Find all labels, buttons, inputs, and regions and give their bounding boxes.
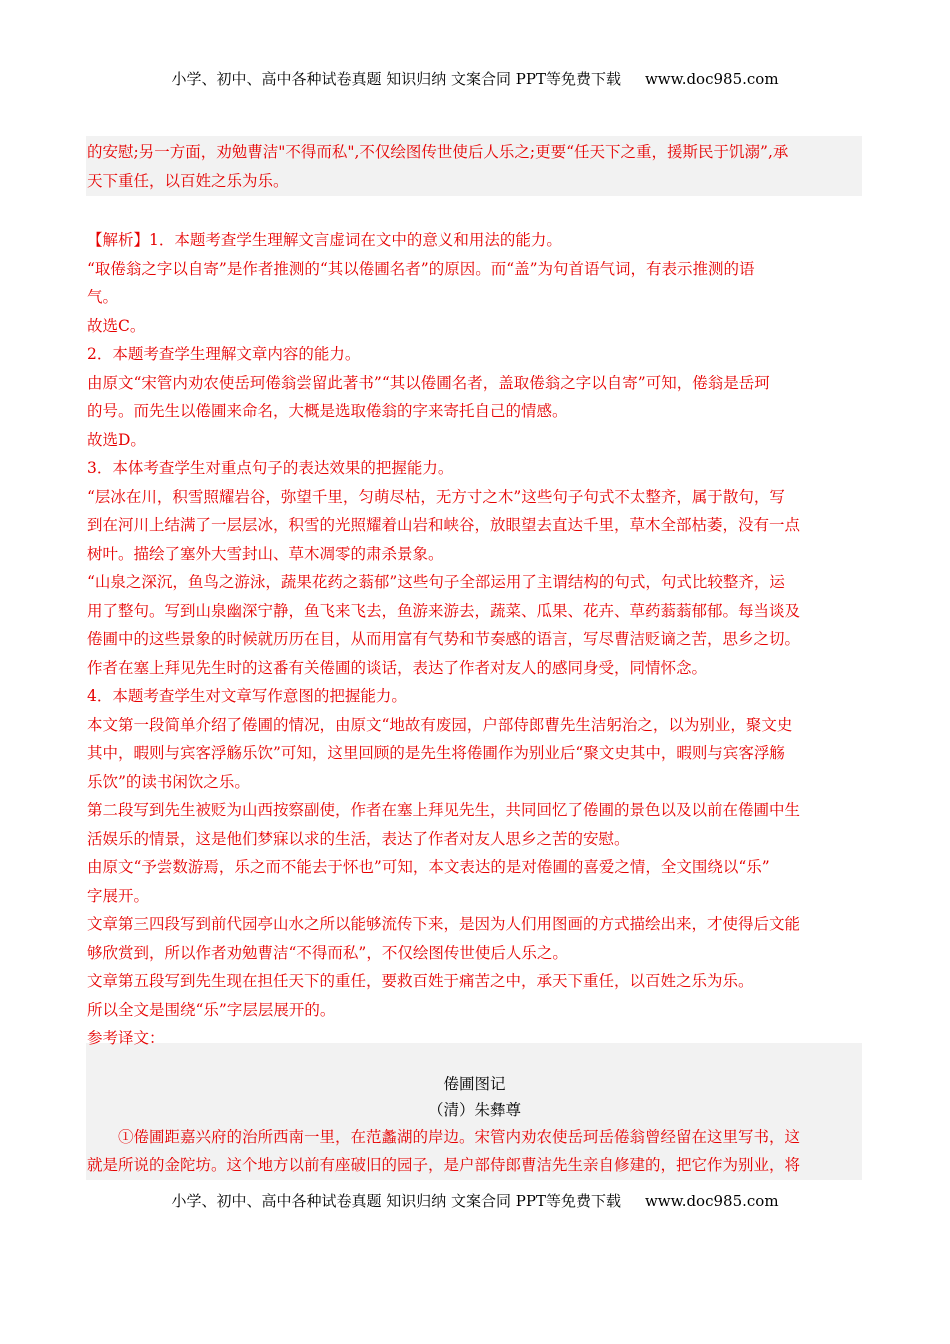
text-line: “取倦翁之字以自寄”是作者推测的“其以倦圃名者”的原因。而“盖”为句首语气词，有表示推测的语 <box>87 259 755 278</box>
text-line: 本文第一段简单介绍了倦圃的情况，由原文“地故有废园，户部侍郎曹先生洁躬治之，以为别业，聚文史 <box>87 715 793 734</box>
text-line: 4．本题考查学生对文章写作意图的把握能力。 <box>87 687 407 705</box>
text-line: 3．本体考查学生对重点句子的表达效果的把握能力。 <box>87 459 454 477</box>
text-line: 第二段写到先生被贬为山西按察副使，作者在塞上拜见先生，共同回忆了倦圃的景色以及以前在倦圃中生 <box>87 801 801 819</box>
text-line: 由原文“予尝数游焉，乐之而不能去于怀也”可知，本文表达的是对倦圃的喜爱之情，全文围绕以“乐” <box>87 858 770 876</box>
text-line: 气。 <box>87 288 119 306</box>
text-line: 够欣赏到，所以作者劝勉曹洁“不得而私”，不仅绘图传世使后人乐之。 <box>87 943 568 962</box>
translation-title: 倦圃图记 <box>443 1075 506 1093</box>
text-line: 故选C。 <box>87 316 146 335</box>
text-line: 所以全文是围绕“乐”字层层展开的。 <box>87 1000 336 1019</box>
text-line: 倦圃中的这些景象的时候就历历在目，从而用富有气势和节奏感的语言，写尽曹洁贬谪之苦，思乡之切。 <box>87 630 801 648</box>
page-footer <box>0 1190 950 1211</box>
footer-site[interactable]: www.doc985.com <box>644 1192 779 1210</box>
text-line: 由原文“宋管内劝农使岳珂倦翁尝留此著书”“其以倦圃名者，盖取倦翁之字以自寄”可知，倦翁是岳珂 <box>87 373 770 392</box>
text-line: 作者在塞上拜见先生时的这番有关倦圃的谈话，表达了作者对友人的感同身受，同情怀念。 <box>87 658 708 677</box>
text-line: 2．本题考查学生理解文章内容的能力。 <box>87 345 361 363</box>
text-line: 活娱乐的情景，这是他们梦寐以求的生活，表达了作者对友人思乡之苦的安慰。 <box>87 829 630 848</box>
header-text: 小学、初中、高中各种试卷真题 知识归纳 文案合同 PPT等免费下载 <box>171 70 621 88</box>
analysis-section <box>87 226 862 1053</box>
text-line: 就是所说的金陀坊。这个地方以前有座破旧的园子，是户部侍郎曹洁先生亲自修建的，把它作为别业，将 <box>87 1156 801 1174</box>
text-line: 字展开。 <box>87 886 150 905</box>
text-line: 文章第三四段写到前代园亭山水之所以能够流传下来，是因为人们用图画的方式描绘出来，才使得后文能 <box>87 915 801 933</box>
text-line: 天下重任，以百姓之乐为乐。 <box>87 171 289 190</box>
answer-continuation <box>87 138 862 195</box>
translation-author: （清）朱彝尊 <box>427 1101 521 1119</box>
text-line: 乐饮”的读书闲饮之乐。 <box>87 772 250 791</box>
text-line: 树叶。描绘了塞外大雪封山、草木凋零的肃杀景象。 <box>87 544 444 563</box>
text-line: 的号。而先生以倦圃来命名，大概是选取倦翁的字来寄托自己的情感。 <box>87 402 568 420</box>
text-line: ①倦圃距嘉兴府的治所西南一里，在范蠡湖的岸边。宋管内劝农使岳珂岳倦翁曾经留在这里写书，这 <box>87 1128 801 1146</box>
translation-section <box>87 1071 862 1179</box>
text-line: 参考译文： <box>87 1029 165 1047</box>
text-line: 【解析】1．本题考查学生理解文言虚词在文中的意义和用法的能力。 <box>87 231 562 249</box>
text-line: 其中，暇则与宾客浮觞乐饮”可知，这里回顾的是先生将倦圃作为别业后“聚文史其中，暇则与宾客浮觞 <box>87 744 785 762</box>
text-line: “层冰在川，积雪照耀岩谷，弥望千里，匀萌尽枯，无方寸之木”这些句子句式不太整齐，属于散句，写 <box>87 487 785 506</box>
text-line: 的安慰;另一方面，劝勉曹洁"不得而私",不仅绘图传世使后人乐之;更要“任天下之重，援斯民于饥溺”,承 <box>87 143 789 161</box>
text-line: “山泉之深沉，鱼鸟之游泳，蔬果花药之蓊郁”这些句子全部运用了主谓结构的句式，句式比较整齐，运 <box>87 573 785 591</box>
header-site[interactable]: www.doc985.com <box>644 70 779 88</box>
text-line: 用了整句。写到山泉幽深宁静，鱼飞来飞去，鱼游来游去，蔬菜、瓜果、花卉、草药蓊蓊郁郁。每当谈及 <box>87 601 801 620</box>
text-line: 故选D。 <box>87 430 146 449</box>
text-line: 到在河川上结满了一层层冰，积雪的光照耀着山岩和峡谷，放眼望去直达千里，草木全部枯萎，没有一点 <box>87 516 801 534</box>
text-line: 文章第五段写到先生现在担任天下的重任，要救百姓于痛苦之中，承天下重任，以百姓之乐为乐。 <box>87 972 754 990</box>
page-header <box>0 68 950 89</box>
footer-text: 小学、初中、高中各种试卷真题 知识归纳 文案合同 PPT等免费下载 <box>171 1192 621 1210</box>
